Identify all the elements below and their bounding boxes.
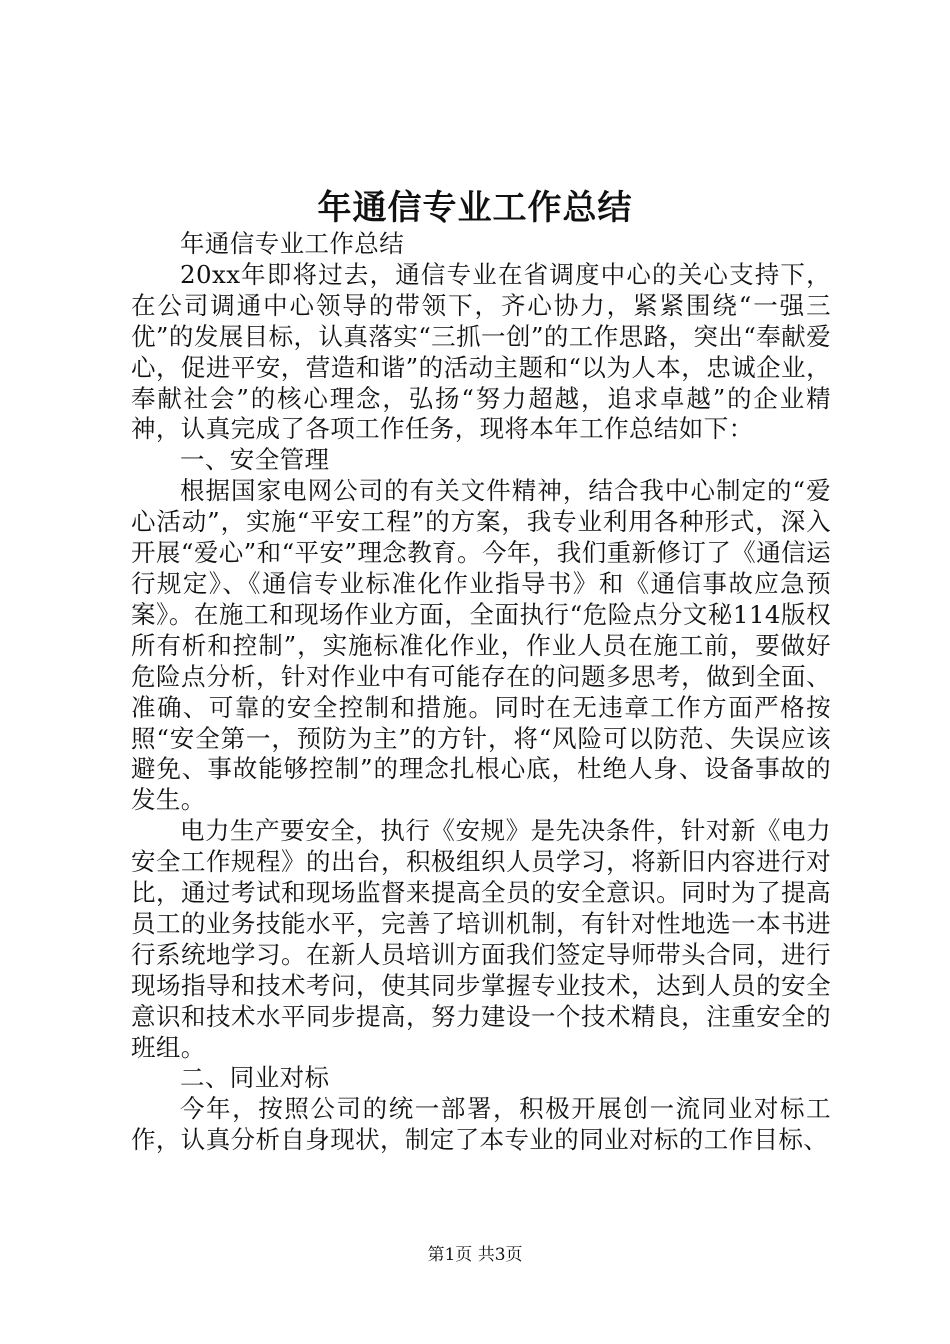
document-title: 年通信专业工作总结 [317, 188, 633, 228]
paragraph-intro: 20xx年即将过去，通信专业在省调度中心的关心支持下，在公司调通中心领导的带领下，齐心协力，紧紧围绕“一强三优”的发展目标，认真落实“三抓一创”的工作思路，突出“奉献爱心，促进平安，营造和谐”的活动主题和“以为人本，忠诚企业，奉献社会”的核心理念，弘扬“努力超越，追求卓越”的企业精神，认真完成了各项工作任务，现将本年工作总结如下： [131, 259, 831, 444]
document-body [131, 229, 831, 1156]
page-number-footer: 第1页 共3页 [427, 1245, 523, 1265]
paragraph-safety-2: 电力生产要安全，执行《安规》是先决条件，针对新《电力安全工作规程》的出台，积极组织人员学习，将新旧内容进行对比，通过考试和现场监督来提高全员的安全意识。同时为了提高员工的业务技能水平，完善了培训机制，有针对性地选一本书进行系统地学习。在新人员培训方面我们签定导师带头合同，进行现场指导和技术考问，使其同步掌握专业技术，达到人员的安全意识和技术水平同步提高，努力建设一个技术精良，注重安全的班组。 [131, 816, 831, 1062]
paragraph-subtitle: 年通信专业工作总结 [180, 229, 405, 258]
paragraph-benchmark: 今年，按照公司的统一部署，积极开展创一流同业对标工作，认真分析自身现状，制定了本专业的同业对标的工作目标、 [131, 1094, 831, 1155]
section-heading-benchmark: 二、同业对标 [180, 1063, 330, 1093]
section-heading-safety: 一、安全管理 [180, 445, 330, 475]
paragraph-safety-1: 根据国家电网公司的有关文件精神，结合我中心制定的“爱心活动”，实施“平安工程”的方案，我专业利用各种形式，深入开展“爱心”和“平安”理念教育。今年，我们重新修订了《通信运行规定》、《通信专业标准化作业指导书》和《通信事故应急预案》。在施工和现场作业方面，全面执行“危险点分文秘114版权所有析和控制”，实施标准化作业，作业人员在施工前，要做好危险点分析，针对作业中有可能存在的问题多思考，做到全面、准确、可靠的安全控制和措施。同时在无违章工作方面严格按照“安全第一，预防为主”的方针，将“风险可以防范、失误应该避免、事故能够控制”的理念扎根心底，杜绝人身、设备事故的发生。 [131, 476, 831, 815]
